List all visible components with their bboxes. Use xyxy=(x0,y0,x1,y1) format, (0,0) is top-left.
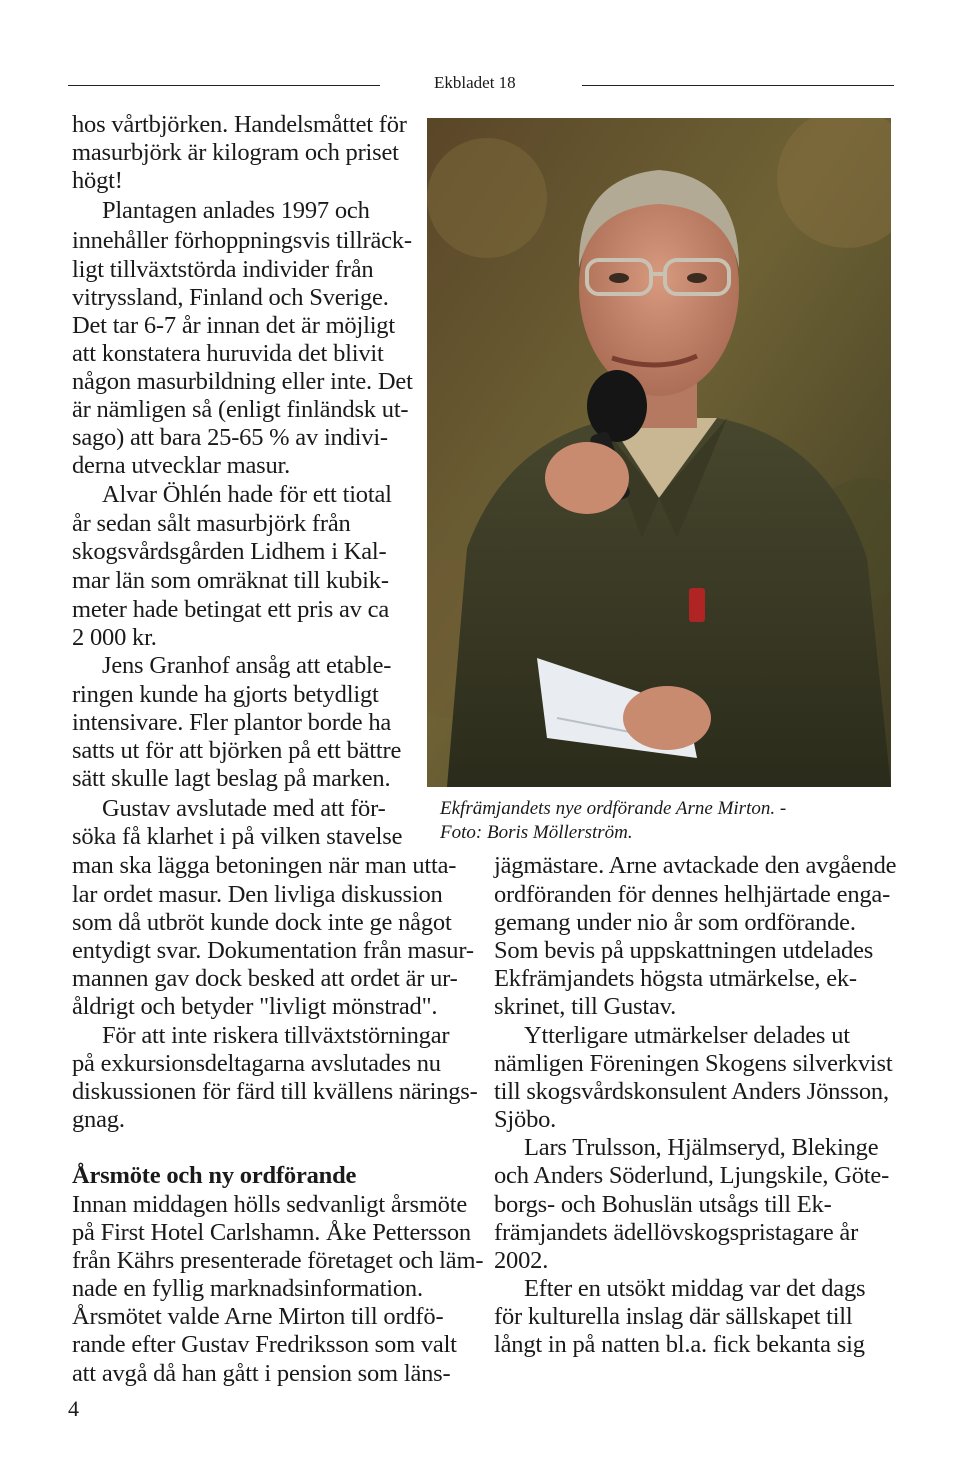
body-line: att konstatera huruvida det blivit xyxy=(72,340,384,367)
body-line: nade en fyllig marknadsinformation. xyxy=(72,1275,423,1302)
portrait-photo xyxy=(427,118,891,787)
body-line: gemang under nio år som ordförande. xyxy=(494,909,856,936)
photo-caption-line: Ekfrämjandets nye ordförande Arne Mirton. - xyxy=(440,798,787,819)
portrait-photo-illustration xyxy=(427,118,891,787)
body-line: Gustav avslutade med att för- xyxy=(102,795,386,822)
body-line: söka få klarhet i på vilken stavelse xyxy=(72,823,403,850)
body-line: mar län som omräknat till kubik- xyxy=(72,567,389,594)
body-line: mannen gav dock besked att ordet är ur- xyxy=(72,965,458,992)
body-line: Ytterligare utmärkelser delades ut xyxy=(524,1022,850,1049)
body-line: är nämligen så (enligt finländsk ut- xyxy=(72,396,409,423)
header-rule-right xyxy=(582,85,894,86)
body-line: jägmästare. Arne avtackade den avgående xyxy=(494,852,897,879)
body-line: och Anders Söderlund, Ljungskile, Göte- xyxy=(494,1162,890,1189)
body-line: på exkursionsdeltagarna avslutades nu xyxy=(72,1050,441,1077)
body-line: entydigt svar. Dokumentation från masur- xyxy=(72,937,474,964)
body-line: skogsvårdsgården Lidhem i Kal- xyxy=(72,538,387,565)
body-line: till skogsvårdskonsulent Anders Jönsson, xyxy=(494,1078,889,1105)
body-line: Årsmötet valde Arne Mirton till ordfö- xyxy=(72,1303,444,1330)
body-line: derna utvecklar masur. xyxy=(72,452,291,479)
body-line: Som bevis på uppskattningen utdelades xyxy=(494,937,874,964)
body-line: Plantagen anlades 1997 och xyxy=(102,197,370,224)
body-line: att avgå då han gått i pension som läns- xyxy=(72,1360,451,1387)
body-line: Innan middagen hölls sedvanligt årsmöte xyxy=(72,1191,468,1218)
body-line: hos vårtbjörken. Handelsmåttet för xyxy=(72,111,407,138)
body-line: främjandets ädellövskogspristagare år xyxy=(494,1219,859,1246)
body-line: från Kährs presenterade företaget och läm- xyxy=(72,1247,484,1274)
section-heading: Årsmöte och ny ordförande xyxy=(72,1162,357,1189)
body-line: 2002. xyxy=(494,1247,549,1274)
body-line: nämligen Föreningen Skogens silverkvist xyxy=(494,1050,893,1077)
body-line: Efter en utsökt middag var det dags xyxy=(524,1275,866,1302)
body-line: Sjöbo. xyxy=(494,1106,557,1133)
body-line: Alvar Öhlén hade för ett tiotal xyxy=(102,481,392,508)
body-line: innehåller förhoppningsvis tillräck- xyxy=(72,227,412,254)
body-line: 2 000 kr. xyxy=(72,624,157,651)
body-line: som då utbröt kunde dock inte ge något xyxy=(72,909,452,936)
body-line: man ska lägga betoningen när man utta- xyxy=(72,852,457,879)
body-line: långt in på natten bl.a. fick bekanta sig xyxy=(494,1331,865,1358)
body-line: ordföranden för dennes helhjärtade enga- xyxy=(494,881,891,908)
body-line: sago) att bara 25-65 % av indivi- xyxy=(72,424,388,451)
body-line: borgs- och Bohuslän utsågs till Ek- xyxy=(494,1191,832,1218)
body-line: högt! xyxy=(72,167,123,194)
body-line: lar ordet masur. Den livliga diskussion xyxy=(72,881,443,908)
photo-caption-line: Foto: Boris Möllerström. xyxy=(440,822,633,843)
body-line: år sedan sålt masurbjörk från xyxy=(72,510,351,537)
body-line: vitryssland, Finland och Sverige. xyxy=(72,284,389,311)
body-line: på First Hotel Carlshamn. Åke Pettersson xyxy=(72,1219,471,1246)
body-line: satts ut för att björken på ett bättre xyxy=(72,737,402,764)
body-line: Ekfrämjandets högsta utmärkelse, ek- xyxy=(494,965,857,992)
body-line: för kulturella inslag där sällskapet till xyxy=(494,1303,853,1330)
body-line: Jens Granhof ansåg att etable- xyxy=(102,652,392,679)
page-number: 4 xyxy=(68,1396,79,1421)
body-line: ringen kunde ha gjorts betydligt xyxy=(72,681,379,708)
body-line: diskussionen för färd till kvällens närings- xyxy=(72,1078,478,1105)
body-line: Det tar 6-7 år innan det är möjligt xyxy=(72,312,395,339)
body-line: masurbjörk är kilogram och priset xyxy=(72,139,399,166)
body-line: gnag. xyxy=(72,1106,125,1133)
header-rule-left xyxy=(68,85,380,86)
body-line: skrinet, till Gustav. xyxy=(494,993,677,1020)
body-line: sätt skulle lagt beslag på marken. xyxy=(72,765,391,792)
body-line: någon masurbildning eller inte. Det xyxy=(72,368,413,395)
body-line: åldrigt och betyder "livligt mönstrad". xyxy=(72,993,438,1020)
body-line: intensivare. Fler plantor borde ha xyxy=(72,709,392,736)
body-line: meter hade betingat ett pris av ca xyxy=(72,596,389,623)
body-line: rande efter Gustav Fredriksson som valt xyxy=(72,1331,457,1358)
running-header: Ekbladet 18 xyxy=(434,73,516,92)
body-line: ligt tillväxtstörda individer från xyxy=(72,256,374,283)
body-line: För att inte riskera tillväxtstörningar xyxy=(102,1022,450,1049)
body-line: Lars Trulsson, Hjälmseryd, Blekinge xyxy=(524,1134,879,1161)
